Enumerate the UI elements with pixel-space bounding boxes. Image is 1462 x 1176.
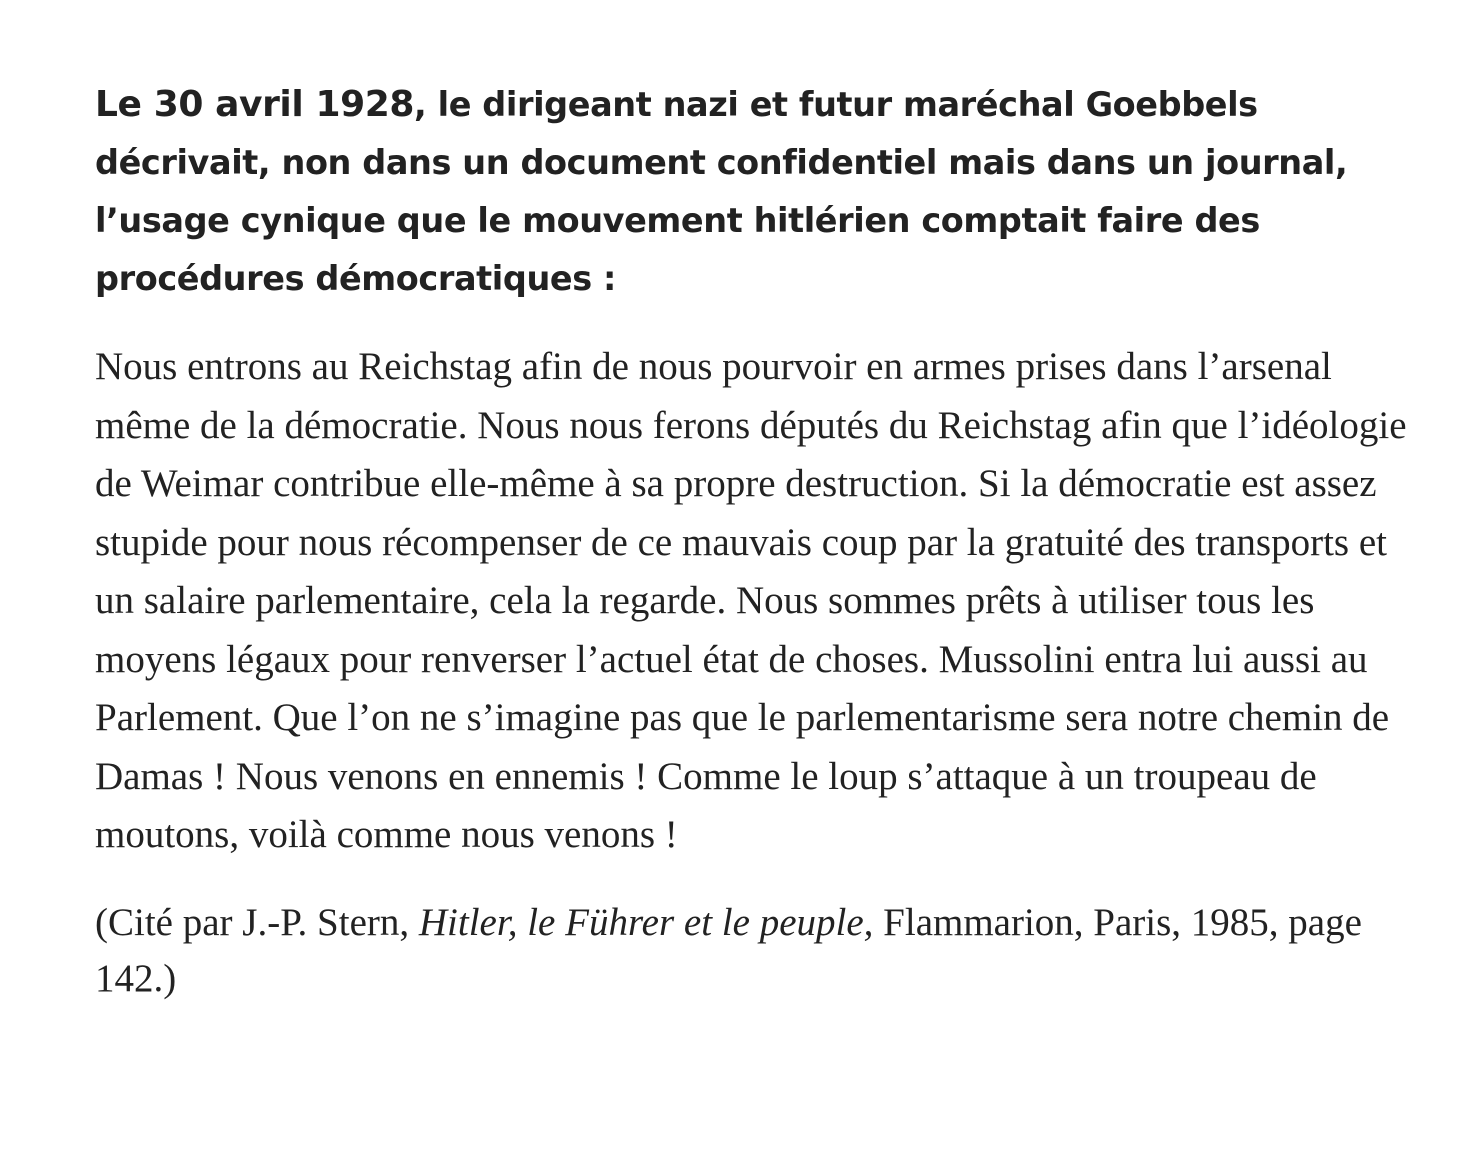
citation-prefix: (Cité par J.-P. Stern, [95,900,419,944]
goebbels-quote: Nous entrons au Reichstag afin de nous pourvoir en armes prises dans l’arsenal même de la démocratie. Nous nous ferons députés du Reichstag afin que l’idéologie de Weimar contribue elle-même à sa propre destruction. Si la démocratie est assez stupide pour nous récompenser de ce mauvais coup par la gratuité des transports et un salaire parlementaire, cela la regarde. Nous sommes prêts à utiliser tous les moyens légaux pour renverser l’actuel état de choses. Mussolini entra lui aussi au Parlement. Que l’on ne s’imagine pas que le parlementarisme sera notre chemin de Damas ! Nous venons en ennemis ! Comme le loup s’attaque à un troupeau de moutons, voilà comme nous venons ! [95,345,1407,856]
intro-text: , le dirigeant nazi et futur maréchal Goebbels décrivait, non dans un document confidentiel mais dans un journal, l’usage cynique que le mouvement hitlérien comptait faire des procédures démocratiques : [95,85,1348,298]
article-body [95,76,1415,1007]
citation [95,895,1415,1007]
citation-book-title: Hitler, le Führer et le peuple, [418,900,874,944]
intro-date: Le 30 avril 1928 [95,84,415,125]
intro-paragraph [95,76,1415,308]
citation-suffix: Flammarion, Paris, 1985, page 142.) [95,900,1362,1000]
